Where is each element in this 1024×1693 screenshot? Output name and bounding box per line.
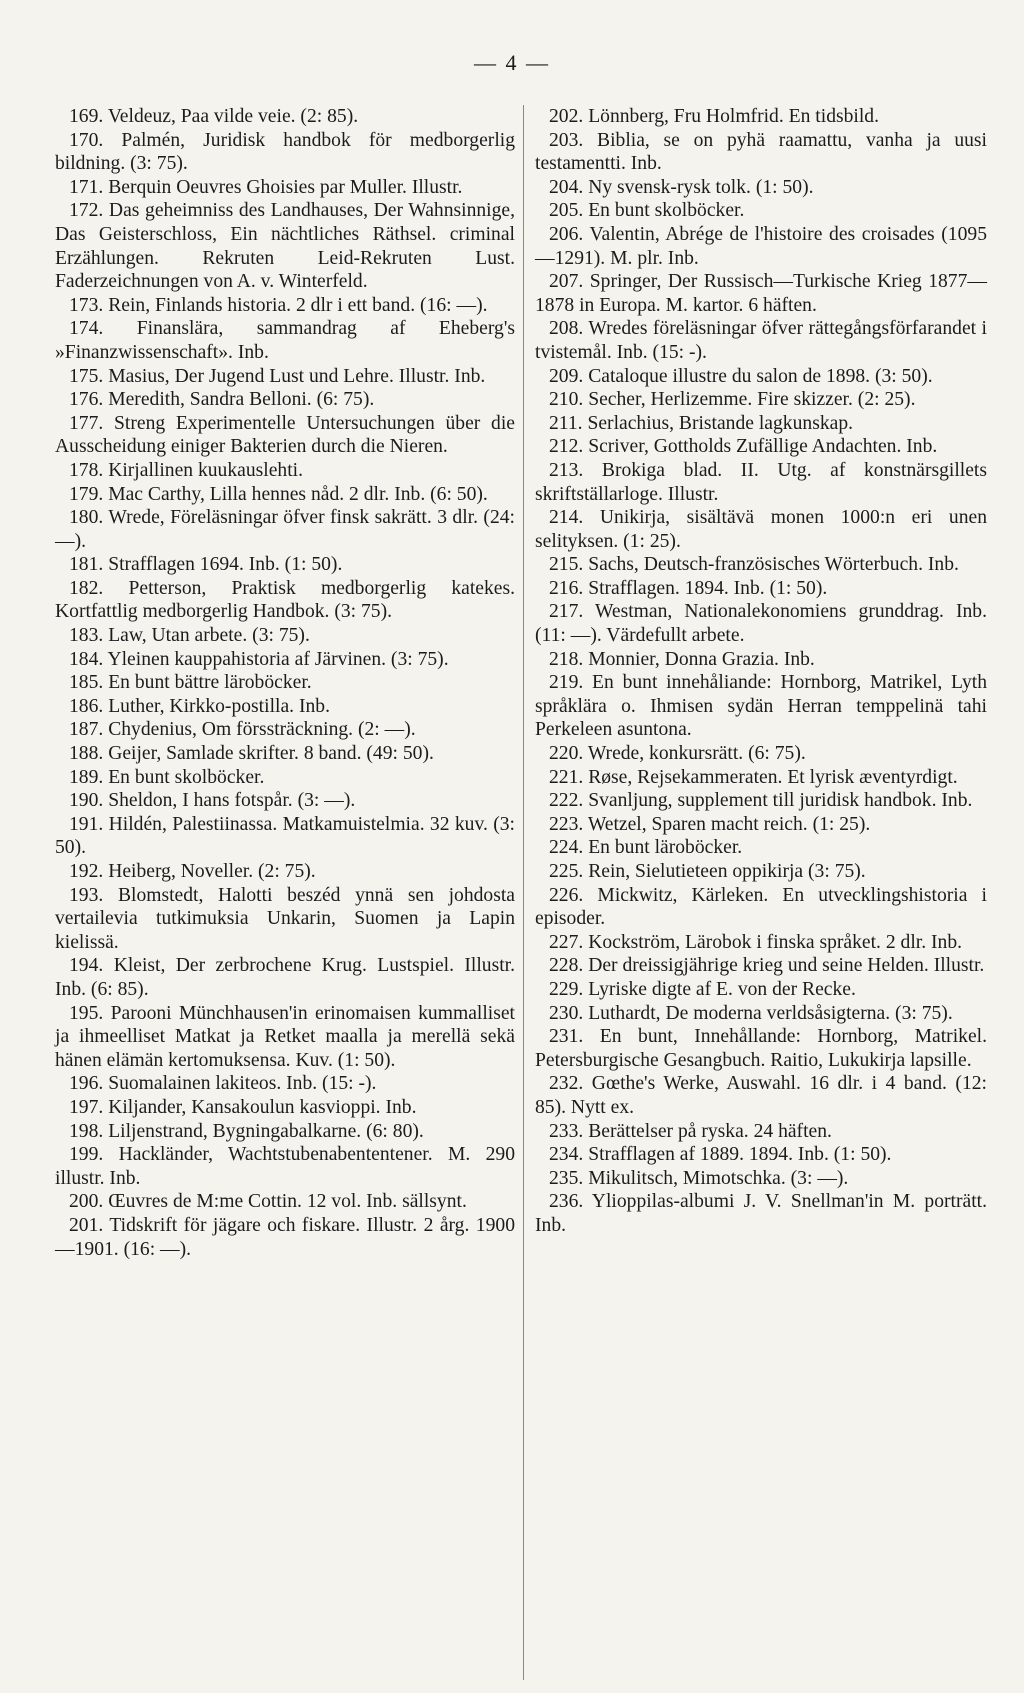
left-column (55, 105, 515, 1261)
catalog-entry: 207. Springer, Der Russisch—Turkische Krieg 1877—1878 in Europa. M. kartor. 6 häften. (535, 271, 987, 316)
catalog-entry: 193. Blomstedt, Halotti beszéd ynnä sen johdosta vertailevia tutkimuksia Unkarin, Suomen ja Lapin kielissä. (55, 884, 515, 953)
catalog-entry: 227. Kockström, Lärobok i finska språket. 2 dlr. Inb. (549, 931, 963, 953)
catalog-entry: 189. En bunt skolböcker. (69, 766, 265, 788)
column-divider (523, 105, 524, 1680)
catalog-entry: 176. Meredith, Sandra Belloni. (6: 75). (69, 389, 375, 411)
catalog-entry: 212. Scriver, Gottholds Zufällige Andachten. Inb. (549, 436, 938, 458)
catalog-entry: 218. Monnier, Donna Grazia. Inb. (549, 648, 815, 670)
catalog-entry: 170. Palmén, Juridisk handbok för medborgerlig bildning. (3: 75). (55, 129, 515, 175)
catalog-entry: 199. Hackländer, Wachtstubenabententener. M. 290 illustr. Inb. (55, 1144, 515, 1189)
catalog-entry: 192. Heiberg, Noveller. (2: 75). (69, 861, 316, 882)
catalog-entry: 205. En bunt skolböcker. (549, 200, 745, 222)
catalog-entry: 174. Finanslära, sammandrag af Eheberg's »Finanzwissenschaft». Inb. (55, 318, 515, 363)
catalog-entry: 216. Strafflagen. 1894. Inb. (1: 50). (549, 577, 828, 599)
catalog-entry: 172. Das geheimniss des Landhauses, Der Wahnsinnige, Das Geisterschloss, Ein nächtliches Räthsel. criminal Erzählungen. Rekruten Leid-Rekruten Lust. Faderzeichnungen von A. v. Winterfeld. (55, 200, 515, 293)
catalog-entry: 204. Ny svensk-rysk tolk. (1: 50). (549, 176, 814, 198)
catalog-entry: 197. Kiljander, Kansakoulun kasvioppi. Inb. (69, 1096, 417, 1118)
catalog-entry: 196. Suomalainen lakiteos. Inb. (15: -). (69, 1073, 377, 1095)
catalog-entry: 222. Svanljung, supplement till juridisk handbok. Inb. (549, 790, 973, 812)
catalog-entry: 179. Mac Carthy, Lilla hennes nåd. 2 dlr. Inb. (6: 50). (69, 483, 488, 505)
catalog-entry: 194. Kleist, Der zerbrochene Krug. Lustspiel. Illustr. Inb. (6: 85). (55, 955, 515, 1000)
catalog-entry: 202. Lönnberg, Fru Holmfrid. En tidsbild. (549, 106, 879, 127)
catalog-entry: 221. Røse, Rejsekammeraten. Et lyrisk æventyrdigt. (549, 766, 958, 788)
page-number: — 4 — (474, 50, 550, 75)
catalog-entry: 235. Mikulitsch, Mimotschka. (3: —). (549, 1167, 849, 1189)
catalog-entry: 171. Berquin Oeuvres Ghoisies par Muller. Illustr. (69, 176, 463, 198)
catalog-entry: 182. Petterson, Praktisk medborgerlig katekes. Kortfattlig medborgerlig Handbok. (3: 75). (55, 577, 515, 623)
catalog-entry: 220. Wrede, konkursrätt. (6: 75). (549, 743, 806, 765)
catalog-entry: 226. Mickwitz, Kärleken. En utvecklingshistoria i episoder. (535, 884, 987, 930)
catalog-entry: 217. Westman, Nationalekonomiens grunddrag. Inb. (11: —). Värdefullt arbete. (535, 601, 987, 647)
catalog-entry: 201. Tidskrift för jägare och fiskare. Illustr. 2 årg. 1900—1901. (16: —). (55, 1214, 515, 1260)
catalog-entry: 228. Der dreissigjährige krieg und seine Helden. Illustr. (549, 955, 985, 977)
catalog-entry: 203. Biblia, se on pyhä raamattu, vanha ja uusi testamentti. Inb. (535, 129, 987, 175)
catalog-entry: 195. Parooni Münchhausen'in erinomaisen kummalliset ja ihmeelliset Matkat ja Retket maalla ja merellä sekä hänen elämän kertomuksensa. Kuv. (1: 50). (55, 1002, 515, 1071)
catalog-entry: 236. Ylioppilas-albumi J. V. Snellman'in M. porträtt. Inb. (535, 1191, 987, 1236)
catalog-entry: 183. Law, Utan arbete. (3: 75). (69, 625, 310, 647)
catalog-entry: 191. Hildén, Palestiinassa. Matkamuistelmia. 32 kuv. (3: 50). (55, 813, 515, 859)
catalog-entry: 198. Liljenstrand, Bygningabalkarne. (6: 80). (69, 1120, 424, 1142)
catalog-entry: 185. En bunt bättre läroböcker. (69, 672, 312, 694)
catalog-entry: 214. Unikirja, sisältävä monen 1000:n eri unen selityksen. (1: 25). (535, 507, 987, 552)
catalog-entry: 169. Veldeuz, Paa vilde veie. (2: 85). (69, 106, 359, 127)
catalog-entry: 178. Kirjallinen kuukauslehti. (69, 459, 303, 481)
catalog-entry: 180. Wrede, Föreläsningar öfver finsk sakrätt. 3 dlr. (24: —). (55, 507, 515, 552)
catalog-entry: 224. En bunt läroböcker. (549, 837, 743, 859)
catalog-entry: 190. Sheldon, I hans fotspår. (3: —). (69, 790, 356, 812)
catalog-entry: 208. Wredes föreläsningar öfver rättegångsförfarandet i tvistemål. Inb. (15: -). (535, 318, 987, 363)
catalog-entry: 177. Streng Experimentelle Untersuchungen über die Ausscheidung einiger Bakterien durch die Nieren. (55, 412, 515, 458)
catalog-entry: 175. Masius, Der Jugend Lust und Lehre. Illustr. Inb. (69, 365, 486, 387)
catalog-entry: 206. Valentin, Abrége de l'histoire des croisades (1095—1291). M. plr. Inb. (535, 223, 987, 269)
catalog-entry: 230. Luthardt, De moderna verldsåsigterna. (3: 75). (549, 1002, 953, 1024)
catalog-entry: 181. Strafflagen 1694. Inb. (1: 50). (69, 554, 343, 576)
catalog-entry: 219. En bunt innehåliande: Hornborg, Matrikel, Lyth språklära o. Ihmisen sydän Herran temppelinä tahi Perkeleen asuntona. (535, 672, 987, 741)
catalog-entry: 184. Yleinen kauppahistoria af Järvinen. (3: 75). (69, 648, 449, 670)
catalog-entry: 200. Œuvres de M:me Cottin. 12 vol. Inb. sällsynt. (69, 1191, 467, 1213)
catalog-entry: 187. Chydenius, Om förssträckning. (2: —). (69, 719, 416, 741)
catalog-entry: 234. Strafflagen af 1889. 1894. Inb. (1: 50). (549, 1144, 892, 1166)
catalog-entry: 209. Cataloque illustre du salon de 1898. (3: 50). (549, 365, 933, 387)
right-column (535, 105, 987, 1238)
catalog-entry: 213. Brokiga blad. II. Utg. af konstnärsgillets skriftställarloge. Illustr. (535, 459, 987, 505)
catalog-entry: 188. Geijer, Samlade skrifter. 8 band. (49: 50). (69, 743, 434, 765)
catalog-entry: 232. Gœthe's Werke, Auswahl. 16 dlr. i 4 band. (12: 85). Nytt ex. (535, 1073, 987, 1118)
catalog-entry: 173. Rein, Finlands historia. 2 dlr i ett band. (16: —). (69, 294, 488, 316)
catalog-entry: 229. Lyriske digte af E. von der Recke. (549, 978, 856, 1000)
catalog-entry: 223. Wetzel, Sparen macht reich. (1: 25). (549, 813, 871, 835)
catalog-entry: 215. Sachs, Deutsch-französisches Wörterbuch. Inb. (549, 554, 959, 576)
catalog-entry: 225. Rein, Sielutieteen oppikirja (3: 75). (549, 861, 866, 882)
catalog-entry: 211. Serlachius, Bristande lagkunskap. (549, 412, 854, 434)
catalog-entry: 210. Secher, Herlizemme. Fire skizzer. (2: 25). (549, 389, 916, 411)
catalog-entry: 186. Luther, Kirkko-postilla. Inb. (69, 695, 330, 717)
catalog-entry: 231. En bunt, Innehållande: Hornborg, Matrikel. Petersburgische Gesangbuch. Raitio, Lukukirja lapsille. (535, 1026, 987, 1071)
catalog-entry: 233. Berättelser på ryska. 24 häften. (549, 1120, 832, 1142)
